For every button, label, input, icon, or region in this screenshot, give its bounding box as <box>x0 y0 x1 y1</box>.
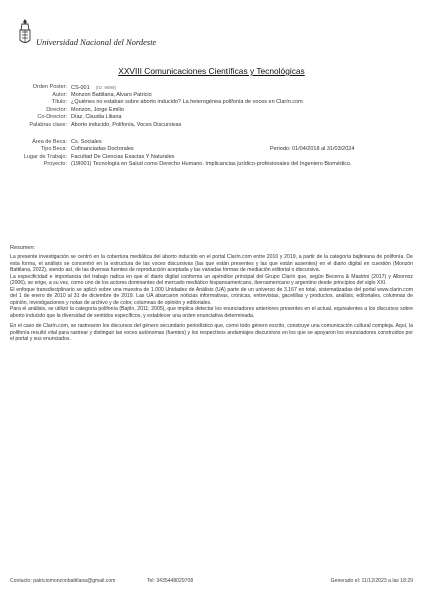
field-value: Cofinanciadas Doctorales <box>71 146 134 153</box>
field-lugar-trabajo <box>10 154 415 162</box>
resumen-paragraph: La presente investigación se centró en la cobertura mediática del aborto inducido en el portal Clarín.com entre 2010 y 2019, a partir de la categoría bajtiniana de polifonía. De esta forma, el análisis se concentró en la estructura de las voces discursivas (las que están presentes y las que están ausentes) en el diario digital en cuestión (Monzón Battilana, 2022), siendo así, de las diversas fuentes de reproducción aceptada y las variadas formas de mediación editorial o discursiva. <box>10 254 413 273</box>
field-label: Director: <box>46 106 67 113</box>
field-autor <box>10 92 415 100</box>
field-value: ¿Quiénes no estaban sobre aborto inducido? La heterogénea polifonía de voces en Clarín.com <box>71 99 303 106</box>
resumen-paragraph: La especificidad e importancia del trabajo radica en que el diario digital conforma un apéndice principal del Grupo Clarín que, según Becerra & Mastrini (2017) y Albornoz (2006), se erige, a su vez, como uno de los actores dominantes del mercado mediático hispanoamericano, iberoamericano y argentino desde principios del siglo XXI. <box>10 273 413 286</box>
field-label: Título: <box>51 99 67 106</box>
field-area-beca <box>10 139 415 147</box>
field-orden-poster <box>10 84 415 92</box>
field-label: Proyecto: <box>43 161 67 168</box>
field-label: Tipo Beca: <box>40 146 67 153</box>
university-seal-icon <box>18 18 32 48</box>
field-value: Monzon, Jorge Emilio <box>71 106 124 113</box>
page-footer <box>10 578 413 584</box>
field-label: Área de Beca: <box>32 138 67 145</box>
field-value: Cs. Sociales <box>71 138 102 145</box>
field-palabras-clave <box>10 122 415 130</box>
field-label: Autor: <box>52 91 67 98</box>
document-title: XXVIII Comunicaciones Científicas y Tecnológicas <box>118 66 305 76</box>
resumen-paragraph: Para el análisis, se utilizó la categoría polifonía (Bajtín, 2011; 2005), que implica detectar los enunciadores anteriores presentes en el actual, equivalentes a los discursos sobre aborto inducido que la diversidad de sentidos específicos, y establecer una orden enunciativa determinada. <box>10 306 413 319</box>
field-value: Monzon Battilana, Alvaro Patricio <box>71 91 152 98</box>
field-value: (19I001) Tecnología en Salud como Derecho Humano. Implicancias jurídico-profesionales del Ingeniero Biomédico. <box>71 161 352 168</box>
field-tipo-beca <box>10 146 415 154</box>
university-logo <box>18 18 156 48</box>
resumen-paragraph: En el caso de Clarín.com, se rastrearon los discursos del género secundario periodístico que, como todo género escrito, construye una comunicación cultural compleja. Aquí, la polifonía resultó vital para rastrear y distinguir las voces autónomas (fuentes) y los respectivos andamiajes discursivos en los que se apoyaron los enunciadores construidos por el portal y sus enunciados. <box>10 323 413 342</box>
field-director <box>10 107 415 115</box>
field-titulo <box>10 99 415 107</box>
resumen-heading: Resumen: <box>10 245 36 251</box>
field-co-director <box>10 114 415 122</box>
field-value: Facultad De Ciencias Exactas Y Naturales <box>71 153 175 160</box>
footer-generated: Generado el: 11/12/2023 a las 18:29 <box>330 578 413 584</box>
field-value: CS-001 (ID: 9898) <box>71 85 117 91</box>
field-value: Aborto inducido, Polifonía, Voces Discursivas <box>71 121 182 128</box>
poster-id: (ID: 9898) <box>95 85 117 90</box>
field-value: Díaz, Claudia Liliana <box>71 114 122 121</box>
field-label: Palabras clave: <box>29 121 67 128</box>
field-proyecto <box>10 161 415 169</box>
footer-phone: Tel: 3435448029708 <box>147 578 194 584</box>
resumen-body <box>10 254 413 343</box>
resumen-paragraph: El enfoque transdisciplinario se aplicó sobre una muestra de 1.000 Unidades de Análisis (UA) parte de un universo de 3.167 en total, sistematizadas del portal www.clarin.com del 1 de enero de 2010 al 31 de diciembre de 2019. Las UA abarcaron noticias informativas, crónicas, entrevistas, gacetillas y productos, análisis, editoriales, columnas de opinión, investigaciones y notas de archivo y de color, columnas de opinión y editoriales. <box>10 286 413 306</box>
field-label: Lugar de Trabajo: <box>23 153 67 160</box>
university-name: Universidad Nacional del Nordeste <box>36 37 157 47</box>
footer-contact: Contacto: patriciomonzonbattilana@gmail.com <box>10 578 116 584</box>
metadata-fields <box>10 84 415 169</box>
field-periodo: Periodo: 01/04/2018 al 31/03/2024 <box>270 146 355 153</box>
field-label: Orden Poster: <box>32 84 67 90</box>
field-label: Co-Director: <box>37 114 67 121</box>
